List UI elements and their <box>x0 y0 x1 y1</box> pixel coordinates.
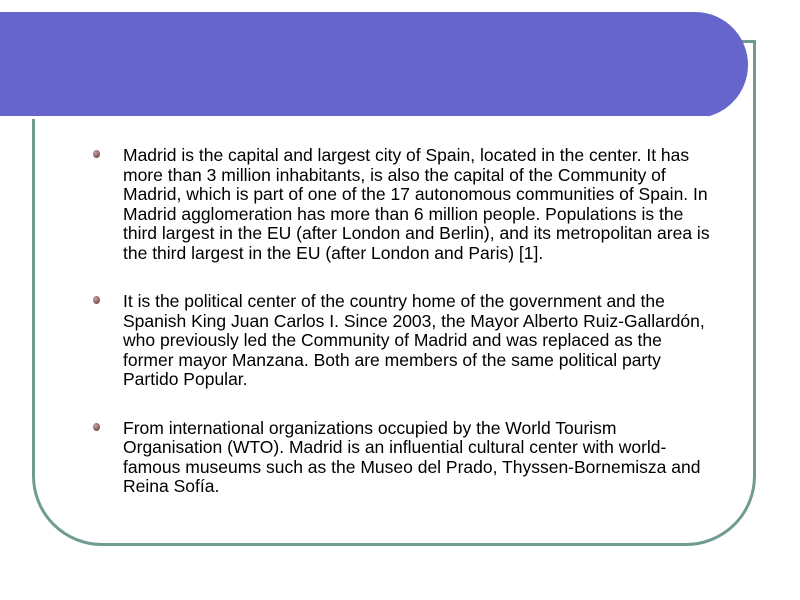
title-header-band <box>0 12 748 118</box>
bullet-text: From international organizations occupied by the World Tourism Organisation (WTO). Madrid is an influential cultural center with world-famous museums such as the Museo del Prado, Thyssen-Bornemisza and Reina Sofía. <box>123 417 701 496</box>
header-divider-line <box>0 116 708 119</box>
round-bullet-icon <box>93 150 100 158</box>
list-item <box>92 292 714 390</box>
list-item <box>92 146 714 263</box>
bullet-text: It is the political center of the country home of the government and the Spanish King Juan Carlos I. Since 2003, the Mayor Alberto Ruiz-Gallardón, who previously led the Community of Madrid and was replaced as the former mayor Manzana. Both are members of the same political party Partido Popular. <box>123 291 705 389</box>
bullet-list <box>92 146 714 526</box>
list-item <box>92 419 714 497</box>
round-bullet-icon <box>93 423 100 431</box>
round-bullet-icon <box>93 296 100 304</box>
bullet-text: Madrid is the capital and largest city of Spain, located in the center. It has more than 3 million inhabitants, is also the capital of the Community of Madrid, which is part of one of the 17 autonomous communities of Spain. In Madrid agglomeration has more than 6 million people. Populations is the third largest in the EU (after London and Berlin), and its metropolitan area is the third largest in the EU (after London and Paris) [1]. <box>123 145 710 263</box>
